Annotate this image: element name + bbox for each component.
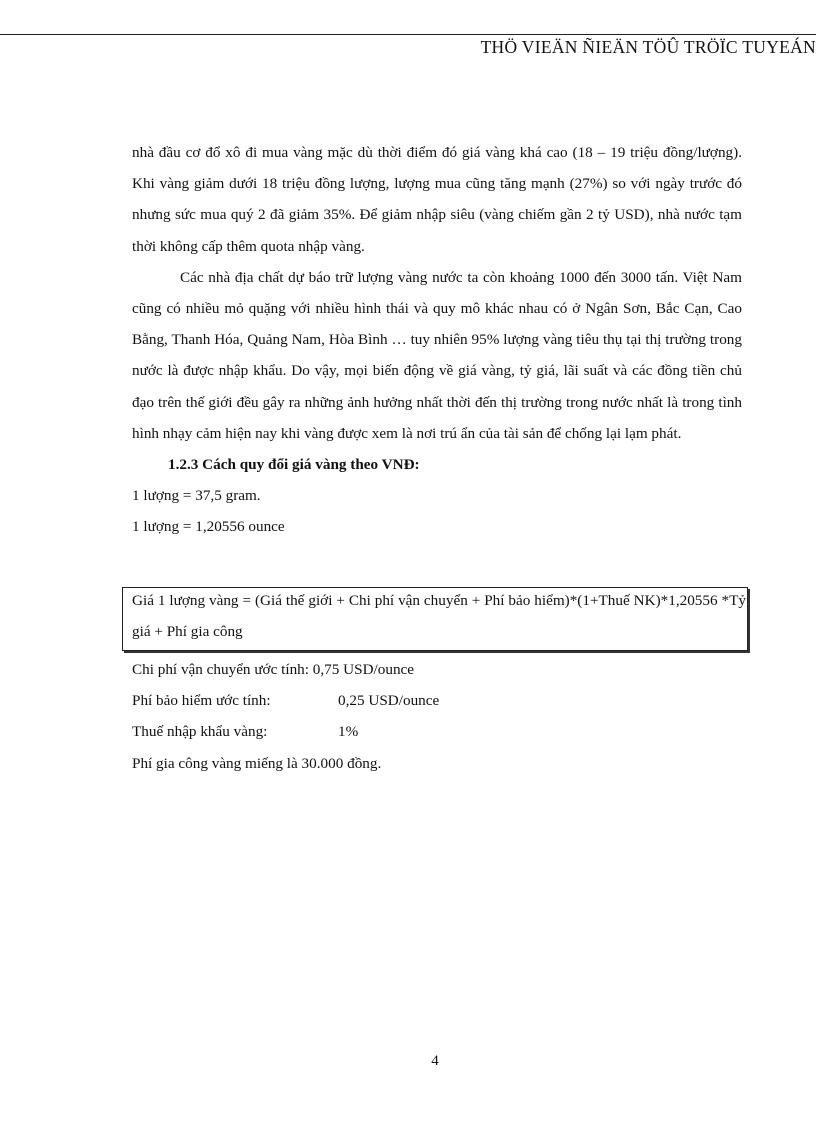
paragraph-2: Các nhà địa chất dự báo trữ lượng vàng nước ta còn khoảng 1000 đến 3000 tấn. Việt Nam cũng có nhiều mỏ quặng với nhiều hình thái và quy mô khác nhau có ở Ngân Sơn, Bắc Cạn, Cao Bằng, Thanh Hóa, Quảng Nam, Hòa Bình … tuy nhiên 95% lượng vàng tiêu thụ tại thị trường trong nước là được nhập khẩu. Do vậy, mọi biến động về giá vàng, tỷ giá, lãi suất và các đồng tiền chủ đạo trên thế giới đều gây ra những ảnh hưởng nhất thời đến thị trường trong nước nhất là trong tình hình nhạy cảm hiện nay khi vàng được xem là nơi trú ẩn của tài sản để chống lại lạm phát. — [132, 268, 742, 442]
cost-tax — [132, 716, 742, 747]
formula-text: Giá 1 lượng vàng = (Giá thế giới + Chi phí vận chuyển + Phí bảo hiểm)*(1+Thuế NK)*1,20556 *Tỷ giá + Phí gia công — [132, 592, 746, 641]
header-title: THÖ VIEÄN ÑIEÄN TÖÛ TRÖÏC TUYEÁN — [480, 37, 816, 57]
cost-tax-label: Thuế nhập khẩu vàng: — [132, 723, 268, 741]
cost-insurance — [132, 685, 742, 716]
processing-fee: Phí gia công vàng miếng là 30.000 đồng. — [132, 754, 382, 772]
cost-list — [132, 654, 742, 779]
page-number: 4 — [431, 1053, 439, 1069]
conversion-gram: 1 lượng = 37,5 gram. — [132, 487, 261, 505]
cost-insurance-value: 0,25 USD/ounce — [338, 692, 440, 710]
header-rule — [0, 34, 816, 35]
cost-insurance-label: Phí bảo hiểm ước tính: — [132, 692, 271, 710]
cost-transport-label: Chi phí vận chuyển ước tính: — [132, 661, 309, 678]
conversion-ounce: 1 lượng = 1,20556 ounce — [132, 518, 285, 536]
paragraph-1: nhà đầu cơ đổ xô đi mua vàng mặc dù thời điểm đó giá vàng khá cao (18 – 19 triệu đồng/lượng). Khi vàng giảm dưới 18 triệu đồng lượng, lượng mua cũng tăng mạnh (27%) so với ngày trước đó nhưng sức mua quý 2 đã giảm 35%. Để giảm nhập siêu (vàng chiếm gần 2 tỷ USD), nhà nước tạm thời không cấp thêm quota nhập vàng. — [132, 144, 742, 255]
cost-transport — [132, 654, 742, 685]
section-heading: 1.2.3 Cách quy đổi giá vàng theo VNĐ: — [168, 456, 420, 474]
cost-transport-value: 0,75 USD/ounce — [312, 661, 415, 678]
body-text — [132, 137, 742, 543]
cost-tax-value: 1% — [338, 723, 359, 741]
